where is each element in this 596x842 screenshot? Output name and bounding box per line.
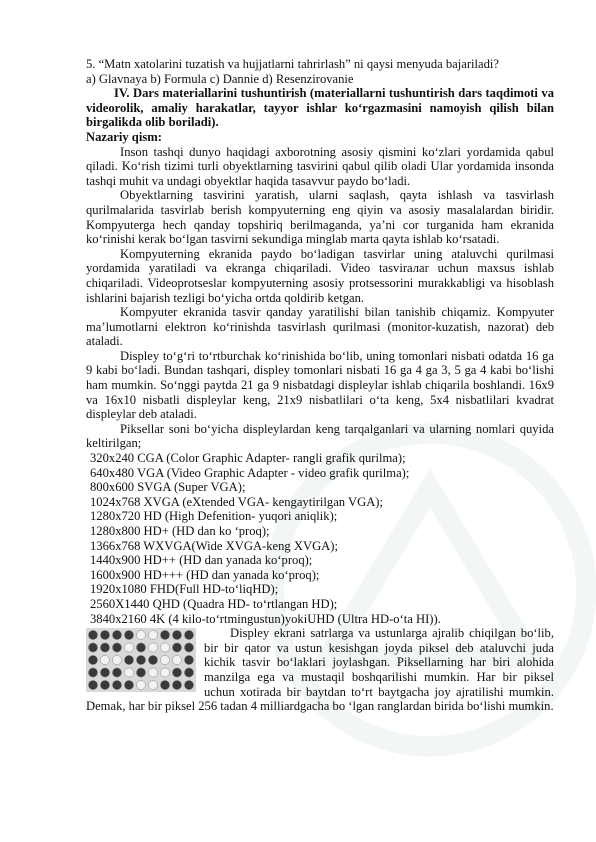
pixel-dot	[136, 668, 145, 677]
resolution-item: 2560X1440 QHD (Quadra HD- to‘rtlangan HD);	[90, 596, 338, 611]
resolution-item: 1024x768 XVGA (eXtended VGA- kengaytirilgan VGA);	[90, 494, 383, 509]
pixel-dot	[112, 631, 121, 640]
resolution-item: 640x480 VGA (Video Graphic Adapter - video grafik qurilma);	[90, 465, 410, 480]
pixel-dot	[160, 668, 169, 677]
pixel-dot	[100, 656, 109, 665]
pixel-dot	[100, 681, 109, 690]
pixel-dot	[184, 681, 193, 690]
pixel-dot	[184, 668, 193, 677]
paragraph-3: Kompyuterning ekranida paydo bo‘ladigan tasvirlar uning ataluvchi qurilmasi yordamida yaratiladi va ekranga chiqariladi. Video tasvirалar uchun maxsus ishlab chiqariladi. Videoprotseslar kompyuterning asosiy protsessorini murakkabligi va hisoblash ishlarini bajarish tezligi bo‘yicha ortda qoldirib ketgan.	[86, 246, 554, 305]
pixel-dot	[160, 681, 169, 690]
question-5: 5. “Matn xatolarini tuzatish va hujjatlarni tahrirlash” ni qaysi menyuda bajariladi?	[86, 57, 500, 71]
pixel-dot	[88, 668, 97, 677]
pixel-dot	[124, 681, 133, 690]
pixel-dot	[160, 656, 169, 665]
pixel-dot	[148, 668, 157, 677]
resolution-item: 1366x768 WXVGA(Wide XVGA-keng XVGA);	[90, 538, 338, 553]
pixel-dot	[184, 643, 193, 652]
pixel-dot	[124, 656, 133, 665]
pixel-dot	[124, 668, 133, 677]
resolution-item: 1280x800 HD+ (HD dan ko ‘proq);	[90, 524, 270, 538]
pixel-dot	[172, 631, 181, 640]
pixel-section	[86, 626, 554, 714]
paragraph-6: Piksellar soni bo‘yicha displeylardan keng tarqalganlari va ularning nomlari quyida keltirilgan;	[86, 421, 554, 451]
pixel-dot	[112, 656, 121, 665]
resolution-item: 1280x720 HD (High Defenition- yuqori aniqlik);	[90, 509, 338, 524]
pixel-dot	[160, 643, 169, 652]
resolution-item: 3840x2160 4K (4 kilo-to‘rtmingustun)yokiUHD (Ultra HD-o‘ta HI)).	[90, 611, 441, 626]
pixel-dot	[184, 631, 193, 640]
paragraph-pixels: Displey ekrani satrlarga va ustunlarga ajralib chiqilgan bo‘lib, bir bir qator va ustun kesishgan joyda piksel deb ataluvchi juda kichik tasvir bo‘laklari joylashgan. Piksellarning har biri alohida manzilga ega va mustaqil boshqarilishi mumkin. Har bir piksel uchun xotirada bir baytdan to‘rt baytgacha joy ajratilishi mumkin. Demak, har bir piksel 256 tadan 4 milliardgacha bo ‘lgan ranglardan birida bo‘lishi mumkin.	[86, 626, 554, 714]
pixel-dot	[100, 668, 109, 677]
pixel-dot	[136, 681, 145, 690]
resolution-item: 320x240 CGA (Color Graphic Adapter- rangli grafik qurilma);	[90, 451, 406, 466]
resolution-list	[86, 451, 554, 626]
pixel-dot	[112, 643, 121, 652]
section-heading: IV. Dars materiallarini tushuntirish (materiallarni tushuntirish dars taqdimoti va videorolik, amaliy harakatlar, tayyor ishlar ko‘rgazmasini namoyish qilish bilan birgalikda olib boriladi).	[86, 86, 554, 130]
pixel-dot	[172, 681, 181, 690]
pixel-dot	[112, 668, 121, 677]
pixel-dot	[148, 631, 157, 640]
pixel-dot	[172, 643, 181, 652]
resolution-item: 800x600 SVGA (Super VGA);	[90, 480, 246, 495]
pixel-dot	[124, 643, 133, 652]
pixel-dot	[172, 668, 181, 677]
resolution-item: 1920x1080 FHD(Full HD-to‘liqHD);	[90, 582, 279, 597]
pixel-dot	[112, 681, 121, 690]
pixel-dot	[88, 656, 97, 665]
pixel-dot	[100, 631, 109, 640]
section-subheading: Nazariy qism:	[86, 129, 162, 144]
pixel-grid-illustration	[86, 628, 196, 692]
paragraph-2: Obyektlarning tasvirini yaratish, ularni saqlash, qayta ishlash va tasvirlash qurilmalarida tasvirlab berish kompyuterning eng qiyin va asosiy masalalardan biridir. Kompyuterga hech qanday topshiriq berilmaganda, ya’ni cor turganida ham ekranida ko‘rinishi kerak bo‘lgan tasvirni sekundiga minglab marta qayta ishlab ko‘rsatadi.	[86, 188, 554, 247]
pixel-dot	[148, 643, 157, 652]
pixel-dot	[124, 631, 133, 640]
pixel-dot	[136, 631, 145, 640]
pixel-dot	[160, 631, 169, 640]
pixel-dot	[88, 631, 97, 640]
pixel-dot	[184, 656, 193, 665]
pixel-dot	[88, 681, 97, 690]
resolution-item: 1440x900 HD++ (HD dan yanada ko‘proq);	[90, 553, 313, 568]
paragraph-4: Kompyuter ekranida tasvir qanday yaratilishi bilan tanishib chiqamiz. Kompyuter ma’lumotlarni elektron ko‘rinishda tasvirlash qurilmasi (monitor-kuzatish, nazorat) deb ataladi.	[86, 305, 554, 349]
resolution-item: 1600x900 HD+++ (HD dan yanada ko‘proq);	[90, 567, 320, 582]
pixel-dot	[148, 656, 157, 665]
question-5-options: a) Glavnaya b) Formula c) Dannie d) Resenzirovanie	[86, 71, 354, 86]
text-column	[86, 57, 554, 714]
paragraph-1: Inson tashqi dunyo haqidagi axborotning asosiy qismini ko‘zlari yordamida qabul qiladi. Ko‘rish tizimi turli obyektlarning tasvirini qabul qilib oladi Ular yordamida insonda tashqi muhit va undagi obyektlar haqida tasavvur paydo bo‘ladi.	[86, 144, 554, 188]
pixel-dot	[100, 643, 109, 652]
paragraph-5: Displey to‘g‘ri to‘rtburchak ko‘rinishida bo‘lib, uning tomonlari nisbati odatda 16 ga 9 kabi bo‘ladi. Bundan tashqari, displey tomonlari nisbati 16 ga 4 ga 3, 5 ga 4 kabi bo‘lishi ham mumkin. So‘nggi paytda 21 ga 9 nisbatdagi displeylar ishlab chiqarila boshlandi. 16x9 va 16x10 nisbatli displeylar keng, 21x9 nisbatlilari o‘ta keng, 5x4 nisbatlilari kvadrat displeylar deb ataladi.	[86, 348, 554, 422]
pixel-dot	[136, 656, 145, 665]
pixel-dot	[148, 681, 157, 690]
pixel-dot	[88, 643, 97, 652]
pixel-dot	[136, 643, 145, 652]
pixel-dot	[172, 656, 181, 665]
